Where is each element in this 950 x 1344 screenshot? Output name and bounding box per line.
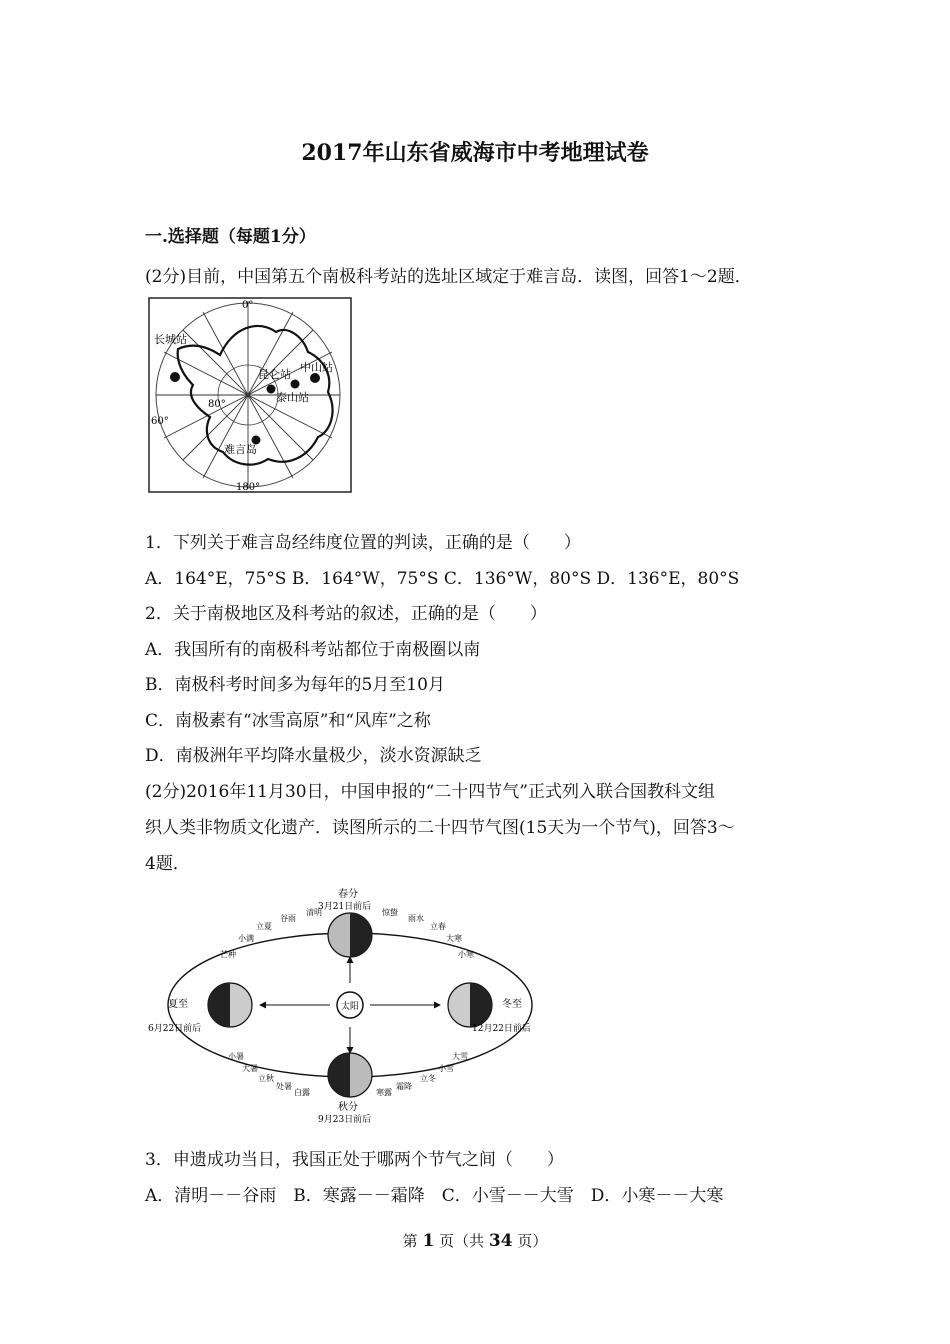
intro-1: (2分)目前，中国第五个南极科考站的选址区域定于难言岛．读图，回答1～2题． — [145, 267, 752, 287]
term-chushu: 处暑 — [276, 1082, 292, 1091]
term-lidong: 立冬 — [420, 1074, 436, 1083]
footer-post: 页） — [517, 1232, 548, 1250]
label-sun: 太阳 — [341, 1002, 360, 1012]
term-hanlu: 寒露 — [376, 1088, 392, 1097]
zhongshan-marker — [310, 373, 320, 383]
q2-option-c: C．南极素有“冰雪高原”和“风库”之称 — [145, 711, 431, 731]
term-bailu: 白露 — [294, 1088, 310, 1097]
label-0-deg: 0° — [242, 300, 254, 311]
changcheng-marker — [170, 372, 180, 382]
antarctica-map — [148, 297, 352, 493]
label-changcheng: 长城站 — [154, 333, 187, 346]
intro-2-line-2: 织人类非物质文化遗产．读图所示的二十四节气图(15天为一个节气)，回答3～ — [145, 818, 735, 838]
label-nanyan: 难言岛 — [224, 443, 257, 456]
label-qiufen-date: 9月23日前后 — [318, 1115, 372, 1125]
label-kunlun: 昆仑站 — [258, 368, 291, 381]
term-jingzhe: 惊蛰 — [382, 908, 398, 917]
label-dongzhi: 冬至 — [502, 999, 522, 1010]
q3-options: A．清明－－谷雨 B．寒露－－霜降 C．小雪－－大雪 D．小寒－－大寒 — [145, 1186, 724, 1206]
label-chunfen-date: 3月21日前后 — [318, 902, 372, 912]
label-xiazhi-date: 6月22日前后 — [148, 1024, 202, 1034]
label-zhongshan: 中山站 — [300, 361, 333, 374]
label-60-deg: 60° — [151, 416, 169, 427]
term-guyu: 谷雨 — [280, 914, 296, 923]
q1-options: A．164°E，75°S B．164°W，75°S C．136°W，80°S D．136°E，80°S — [145, 569, 740, 589]
q2-option-b: B．南极科考时间多为每年的5月至10月 — [145, 675, 445, 695]
q2-option-d: D．南极洲年平均降水量极少，淡水资源缺乏 — [145, 746, 482, 766]
term-daxue: 大雪 — [452, 1052, 468, 1061]
footer-pre: 第 — [402, 1232, 418, 1250]
label-qiufen: 秋分 — [338, 1102, 358, 1113]
solar-terms-diagram — [140, 885, 560, 1125]
term-liqiu: 立秋 — [258, 1074, 274, 1083]
kunlun-marker — [267, 385, 276, 394]
term-xiaoman: 小满 — [238, 934, 254, 943]
page-title: 2017年山东省威海市中考地理试卷 — [301, 140, 649, 166]
q2-option-a: A．我国所有的南极科考站都位于南极圈以南 — [145, 640, 481, 660]
earth-dongzhi — [448, 983, 492, 1027]
q1-stem: 1．下列关于难言岛经纬度位置的判读，正确的是（ ） — [145, 533, 581, 553]
term-xiaohan: 小寒 — [458, 950, 474, 959]
earth-chunfen — [328, 913, 372, 957]
footer-page-number: 1 — [422, 1231, 435, 1251]
q2-stem: 2．关于南极地区及科考站的叙述，正确的是（ ） — [145, 604, 547, 624]
label-taishan: 泰山站 — [276, 391, 309, 404]
term-qingming: 清明 — [306, 908, 322, 917]
term-lichun: 立春 — [430, 922, 446, 931]
label-chunfen: 春分 — [338, 889, 358, 900]
q3-stem: 3．申遗成功当日，我国正处于哪两个节气之间（ ） — [145, 1150, 564, 1170]
earth-xiazhi — [208, 983, 252, 1027]
section-heading: 一.选择题（每题1分） — [145, 227, 316, 247]
label-80-deg: 80° — [208, 399, 226, 410]
footer-total-pages: 34 — [488, 1231, 513, 1251]
term-xiaoshu: 小暑 — [228, 1052, 244, 1061]
term-lixia: 立夏 — [256, 922, 272, 931]
intro-2-line-3: 4题． — [145, 854, 190, 874]
label-xiazhi: 夏至 — [168, 999, 188, 1010]
term-dahan: 大寒 — [446, 934, 462, 943]
taishan-marker — [291, 380, 300, 389]
term-dashu: 大暑 — [242, 1064, 258, 1073]
page-footer — [0, 1230, 950, 1251]
label-dongzhi-date: 12月22日前后 — [472, 1024, 531, 1034]
term-mangzhong: 芒种 — [220, 950, 236, 959]
intro-2-line-1: (2分)2016年11月30日，中国申报的“二十四节气”正式列入联合国教科文组 — [145, 782, 715, 802]
earth-qiufen — [328, 1053, 372, 1097]
term-shuangjiang: 霜降 — [396, 1082, 412, 1091]
footer-mid: 页（共 — [439, 1232, 485, 1250]
label-180-deg: 180° — [236, 482, 261, 493]
term-xiaoxue: 小雪 — [438, 1064, 454, 1073]
term-yushui: 雨水 — [408, 914, 424, 923]
